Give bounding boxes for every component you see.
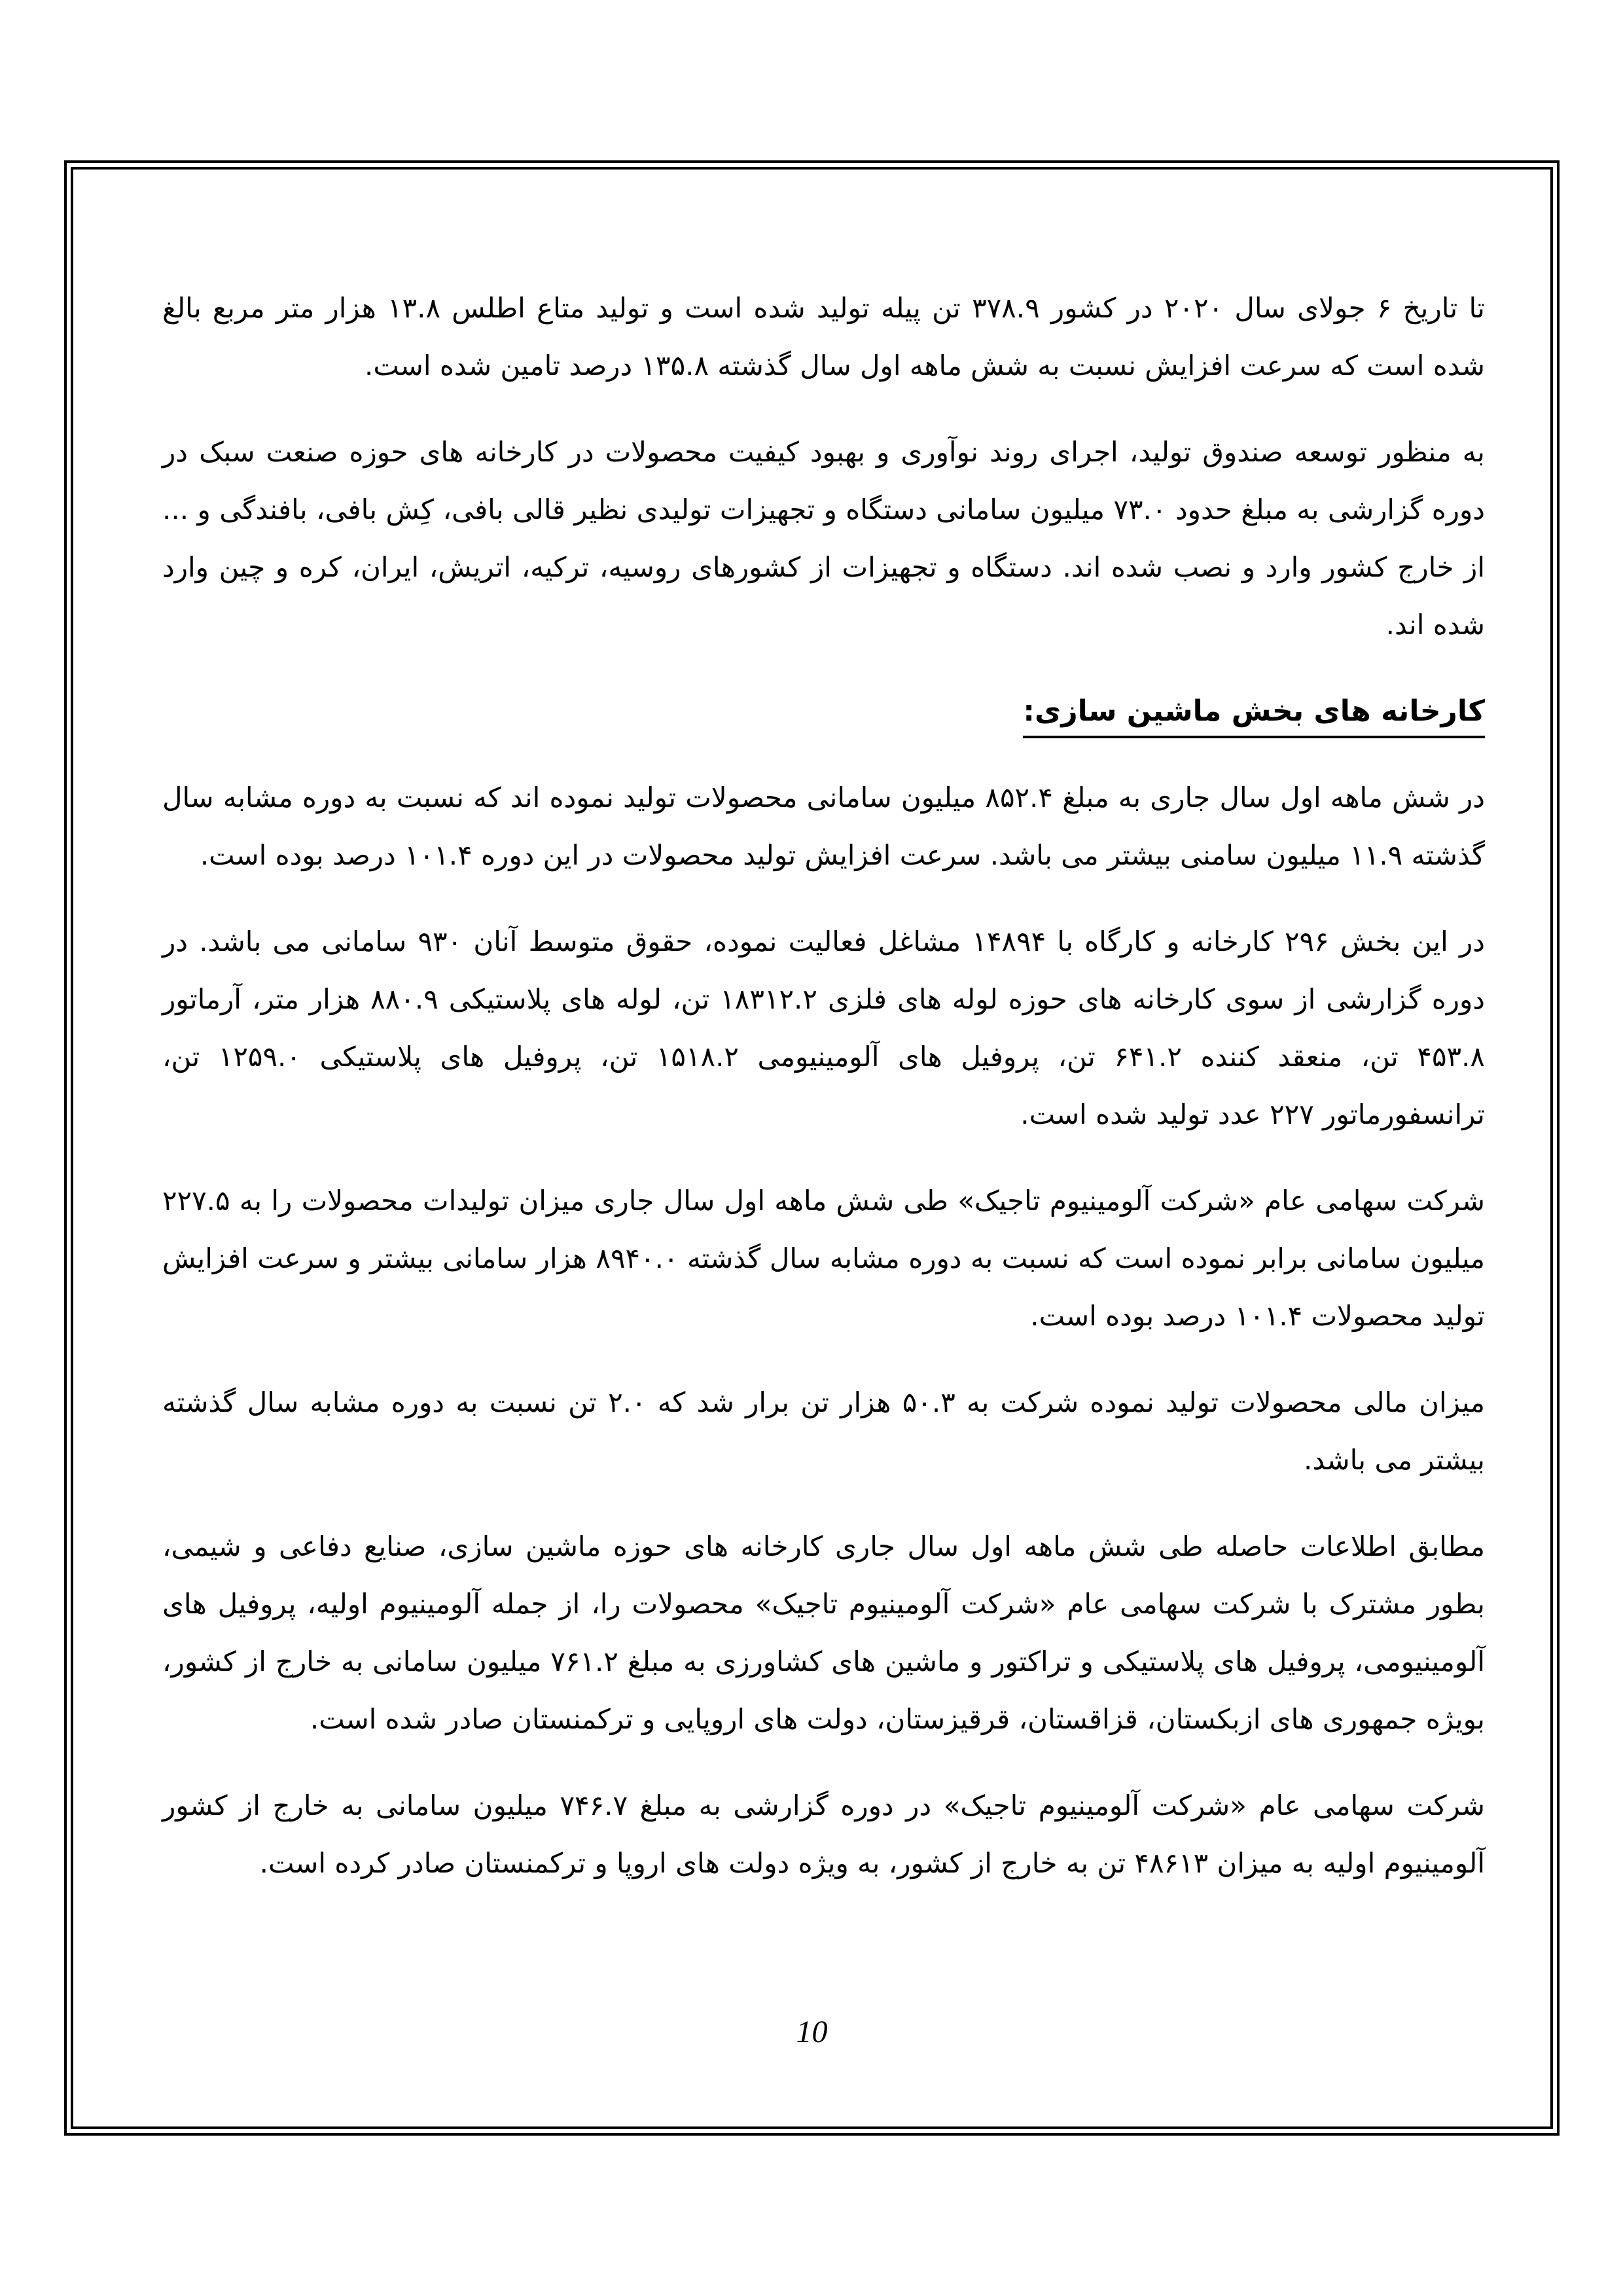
document-text-area: [73, 170, 1550, 2126]
paragraph-light-industry-equipment: به منظور توسعه صندوق تولید، اجرای روند نوآوری و بهبود کیفیت محصولات در کارخانه های حوزه صنعت سبک در دوره گزارشی به مبلغ حدود ۷۳.۰ میلیون سامانی دستگاه و تجهیزات تولیدی نظیر قالی بافی، کِش بافی، بافندگی و ... از خارج کشور وارد و نصب شده اند. دستگاه و تجهیزات از کشورهای روسیه، ترکیه، اتریش، ایران، کره و چین وارد شده اند.: [162, 436, 1485, 641]
paragraph-talco-production: شرکت سهامی عام «شرکت آلومینیوم تاجیک» طی شش ماهه اول سال جاری میزان تولیدات محصولات را به ۲۲۷.۵ میلیون سامانی برابر نموده است که نسبت به دوره مشابه سال گذشته ۸۹۴۰.۰ هزار سامانی بیشتر و سرعت افزایش تولید محصولات ۱۰۱.۴ درصد بوده است.: [162, 1185, 1486, 1332]
paragraph-talco-exports: شرکت سهامی عام «شرکت آلومینیوم تاجیک» در دوره گزارشی به مبلغ ۷۴۶.۷ میلیون سامانی به خارج از کشور آلومینیوم اولیه به میزان ۴۸۶۱۳ تن به خارج از کشور، به ویژه دولت های اروپا و ترکمنستان صادر کرده است.: [162, 1789, 1485, 1879]
page-border-frame: [64, 160, 1560, 2136]
paragraph-factories-statistics: در این بخش ۲۹۶ کارخانه و کارگاه با ۱۴۸۹۴ مشاغل فعالیت نموده، حقوق متوسط آنان ۹۳۰ سامانی می باشد. در دوره گزارشی از سوی کارخانه های حوزه لوله های فلزی ۱۸۳۱۲.۲ تن، لوله های پلاستیکی ۸۸۰.۹ هزار متر، آرماتور ۴۵۳.۸ تن، منعقد کننده ۶۴۱.۲ تن، پروفیل های آلومینیومی ۱۵۱۸.۲ تن، پروفیل های پلاستیکی ۱۲۵۹.۰ تن، ترانسفورماتور ۲۲۷ عدد تولید شده است.: [162, 925, 1486, 1130]
paragraph-machine-sector-output: در شش ماهه اول سال جاری به مبلغ ۸۵۲.۴ میلیون سامانی محصولات تولید نموده اند که نسبت به دوره مشابه سال گذشته ۱۱.۹ میلیون سامنی بیشتر می باشد. سرعت افزایش تولید محصولات در این دوره ۱۰۱.۴ درصد بوده است.: [162, 781, 1485, 871]
section-heading-machine-building: [162, 683, 1485, 740]
page-border-frame-inner: [71, 167, 1553, 2129]
paragraph-silk-production: تا تاریخ ۶ جولای سال ۲۰۲۰ در کشور ۳۷۸.۹ تن پیله تولید شده است و تولید متاع اطلس ۱۳.۸ هزار متر مربع بالغ شده است که سرعت افزایش نسبت به شش ماهه اول سال گذشته ۱۳۵.۸ درصد تامین شده است.: [162, 292, 1485, 382]
section-heading-text: کارخانه های بخش ماشین سازی:: [1023, 694, 1485, 738]
page-number: 10: [796, 2015, 828, 2049]
paragraph-joint-exports: مطابق اطلاعات حاصله طی شش ماهه اول سال جاری کارخانه های حوزه ماشین سازی، صنایع دفاعی و شیمی، بطور مشترک با شرکت سهامی عام «شرکت آلومینیوم تاجیک» محصولات را، از جمله آلومینیوم اولیه، پروفیل های آلومینیومی، پروفیل های پلاستیکی و تراکتور و ماشین های کشاورزی به مبلغ ۷۶۱.۲ میلیون سامانی به خارج از کشور، بویژه جمهوری های ازبکستان، قزاقستان، قرقیزستان، دولت های اروپایی و ترکمنستان صادر شده است.: [162, 1530, 1485, 1735]
paragraph-financial-volume: میزان مالی محصولات تولید نموده شرکت به ۵۰.۳ هزار تن برار شد که ۲.۰ تن نسبت به دوره مشابه سال گذشته بیشتر می باشد.: [162, 1386, 1485, 1476]
